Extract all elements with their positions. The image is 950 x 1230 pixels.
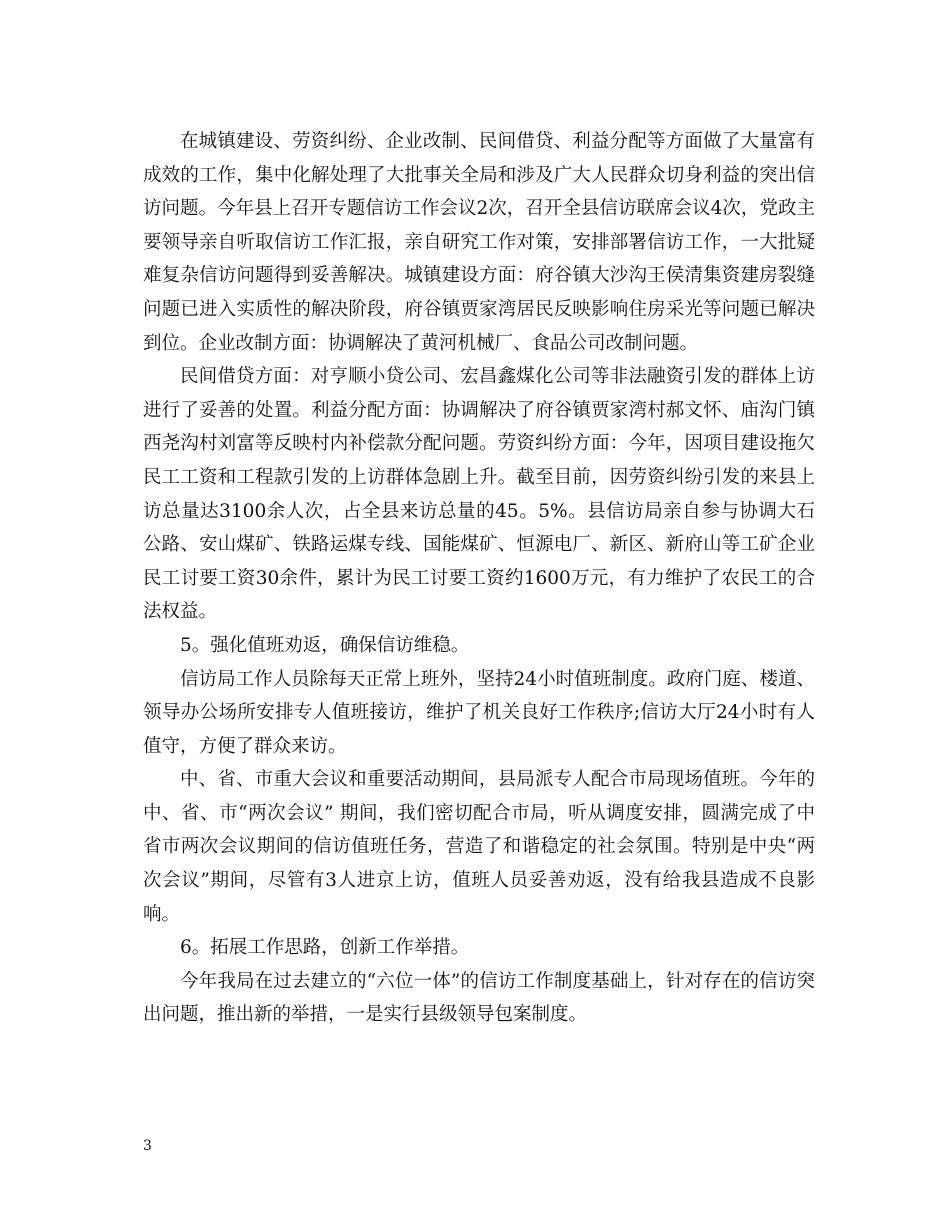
page-number: 3 [143, 1138, 152, 1154]
paragraph-4: 中、省、市重大会议和重要活动期间，县局派专人配合市局现场值班。今年的中、省、市“两次会议” 期间，我们密切配合市局，听从调度安排，圆满完成了中省市两次会议期间的信访值班任务，营造了和谐稳定的社会氛围。特别是中央“两次会议”期间，尽管有3人进京上访，值班人员妥善劝返，没有给我县造成不良影响。 [143, 769, 815, 925]
section-heading-5: 5。强化值班劝返，确保信访维稳。 [180, 634, 470, 656]
paragraph-5: 今年我局在过去建立的“六位一体”的信访工作制度基础上，针对存在的信访突出问题，推出新的举措，一是实行县级领导包案制度。 [143, 970, 815, 1026]
paragraph-2: 民间借贷方面：对亨顺小贷公司、宏昌鑫煤化公司等非法融资引发的群体上访进行了妥善的处置。利益分配方面：协调解决了府谷镇贾家湾村郝文怀、庙沟门镇西尧沟村刘富等反映村内补偿款分配问题。劳资纠纷方面：今年，因项目建设拖欠民工工资和工程款引发的上访群体急剧上升。截至目前，因劳资纠纷引发的来县上访总量达3100余人次，占全县来访总量的45。5%。县信访局亲自参与协调大石公路、安山煤矿、铁路运煤专线、国能煤矿、恒源电厂、新区、新府山等工矿企业民工讨要工资30余件，累计为民工讨要工资约1600万元，有力维护了农民工的合法权益。 [143, 366, 815, 623]
paragraph-1: 在城镇建设、劳资纠纷、企业改制、民间借贷、利益分配等方面做了大量富有成效的工作，集中化解处理了大批事关全局和涉及广大人民群众切身利益的突出信访问题。今年县上召开专题信访工作会议2次，召开全县信访联席会议4次，党政主要领导亲自听取信访工作汇报，亲自研究工作对策，安排部署信访工作，一大批疑难复杂信访问题得到妥善解决。城镇建设方面：府谷镇大沙沟王侯清集资建房裂缝问题已进入实质性的解决阶段，府谷镇贾家湾居民反映影响住房采光等问题已解决到位。企业改制方面：协调解决了黄河机械厂、食品公司改制问题。 [143, 131, 815, 354]
paragraph-3: 信访局工作人员除每天正常上班外，坚持24小时值班制度。政府门庭、楼道、领导办公场所安排专人值班接访，维护了机关良好工作秩序;信访大厅24小时有人值守，方便了群众来访。 [143, 668, 815, 757]
section-heading-6: 6。拓展工作思路，创新工作举措。 [180, 937, 470, 959]
document-body [143, 125, 815, 1032]
